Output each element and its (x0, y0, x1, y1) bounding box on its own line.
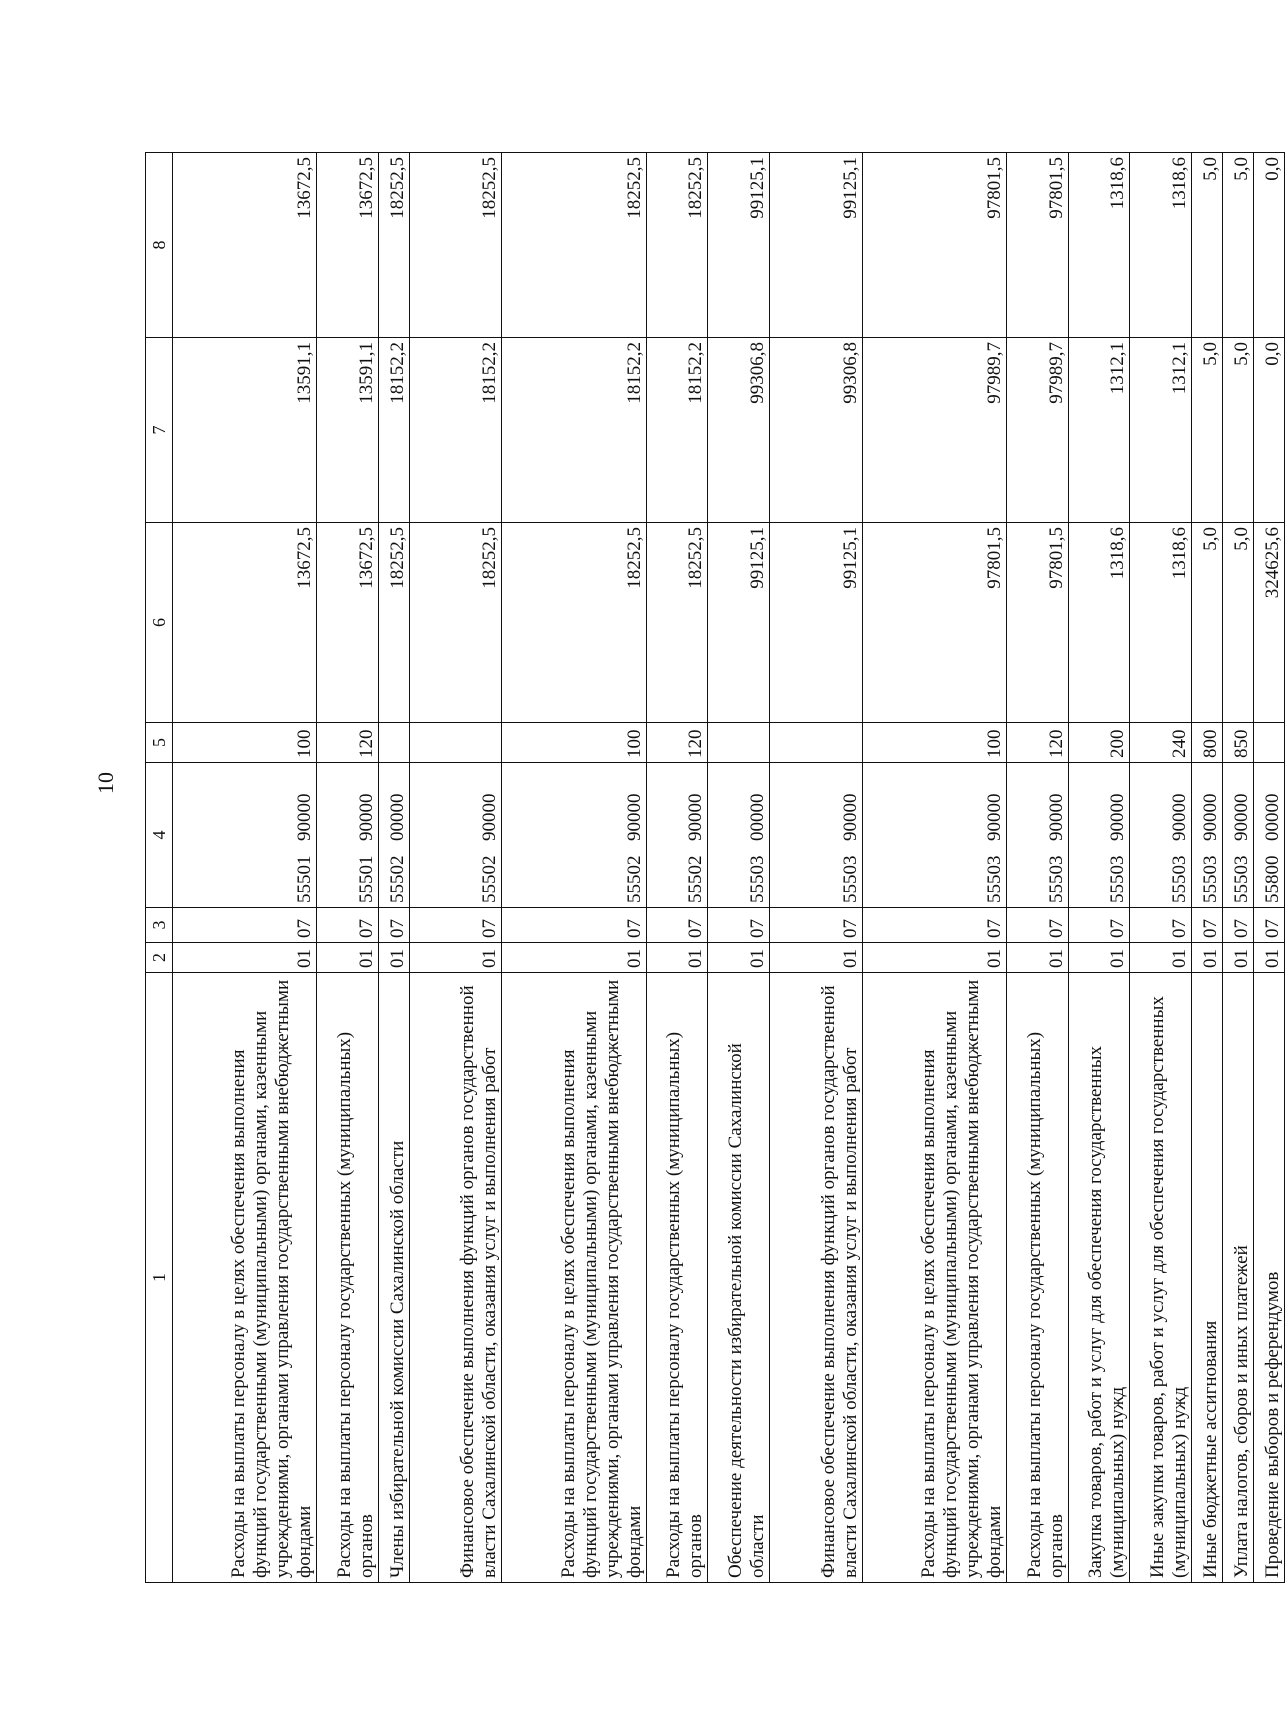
row-amount-col7: 13591,1 (173, 338, 317, 523)
row-amount-col8: 18252,5 (409, 153, 502, 338)
table-row (1253, 153, 1284, 1583)
table-row (1068, 153, 1130, 1583)
row-target-article-cell (1223, 763, 1254, 908)
row-section-cell: 01 (1253, 943, 1284, 973)
row-name-cell: Обеспечение деятельности избирательной комиссии Сахалинской области (708, 973, 770, 1583)
row-name-cell: Расходы на выплаты персоналу в целях обеспечения выполнения функций государственными (муниципальными) органами, казенными учреждениями, органами управления государственными внебюджетными фондами (173, 973, 317, 1583)
row-expense-type-cell: 120 (646, 723, 708, 763)
row-section-cell: 01 (1130, 943, 1192, 973)
row-amount-col6: 18252,5 (378, 523, 409, 723)
target-article-program: 55503 (839, 855, 861, 903)
row-target-article-cell (646, 763, 708, 908)
row-target-article-cell (862, 763, 1006, 908)
row-amount-col8: 5,0 (1192, 153, 1223, 338)
row-section-cell: 01 (708, 943, 770, 973)
target-article-program: 55501 (294, 855, 316, 903)
row-section-cell: 01 (409, 943, 502, 973)
header-col-2: 2 (146, 943, 173, 973)
table-row (770, 153, 863, 1583)
row-amount-col8: 13672,5 (317, 153, 379, 338)
row-target-article-cell (409, 763, 502, 908)
row-target-article-cell (1192, 763, 1223, 908)
row-section-cell: 01 (317, 943, 379, 973)
row-subsection-cell: 07 (862, 908, 1006, 943)
target-article-program: 55503 (1045, 855, 1067, 903)
row-name-cell: Иные закупки товаров, работ и услуг для обеспечения государственных (муниципальных) нужд (1130, 973, 1192, 1583)
header-col-4: 4 (146, 763, 173, 908)
row-amount-col7: 0,0 (1253, 338, 1284, 523)
row-expense-type-cell: 850 (1223, 723, 1254, 763)
table-row (173, 153, 317, 1583)
target-article-direction: 90000 (623, 793, 645, 841)
row-amount-col7: 18152,2 (378, 338, 409, 523)
row-target-article-cell (502, 763, 646, 908)
row-name-cell: Расходы на выплаты персоналу в целях обеспечения выполнения функций государственными (муниципальными) органами, казенными учреждениями, органами управления государственными внебюджетными фондами (502, 973, 646, 1583)
row-subsection-cell: 07 (1223, 908, 1254, 943)
row-subsection-cell: 07 (378, 908, 409, 943)
target-article-direction: 90000 (1045, 793, 1067, 841)
header-col-3: 3 (146, 908, 173, 943)
row-amount-col6: 13672,5 (317, 523, 379, 723)
row-section-cell: 01 (1192, 943, 1223, 973)
row-expense-type-cell (378, 723, 409, 763)
header-col-6: 6 (146, 523, 173, 723)
row-name-cell: Финансовое обеспечение выполнения функций органов государственной власти Сахалинской области, оказания услуг и выполнения работ (770, 973, 863, 1583)
header-col-1: 1 (146, 973, 173, 1583)
target-article-direction: 90000 (1200, 793, 1222, 841)
table-row (1223, 153, 1254, 1583)
row-expense-type-cell: 200 (1068, 723, 1130, 763)
row-target-article-cell (1130, 763, 1192, 908)
row-amount-col7: 97989,7 (1006, 338, 1068, 523)
row-section-cell: 01 (378, 943, 409, 973)
target-article-direction: 90000 (294, 793, 316, 841)
row-expense-type-cell: 120 (317, 723, 379, 763)
row-amount-col6: 99125,1 (708, 523, 770, 723)
row-amount-col8: 99125,1 (770, 153, 863, 338)
row-amount-col8: 13672,5 (173, 153, 317, 338)
row-amount-col7: 99306,8 (708, 338, 770, 523)
table-row (378, 153, 409, 1583)
table-row (409, 153, 502, 1583)
target-article-program: 55800 (1262, 855, 1283, 903)
row-subsection-cell: 07 (1253, 908, 1284, 943)
target-article-direction: 90000 (355, 793, 377, 841)
row-target-article-cell (378, 763, 409, 908)
row-amount-col8: 18252,5 (646, 153, 708, 338)
target-article-program: 55503 (983, 855, 1005, 903)
row-amount-col7: 18152,2 (409, 338, 502, 523)
row-amount-col6: 1318,6 (1130, 523, 1192, 723)
row-amount-col8: 5,0 (1223, 153, 1254, 338)
row-amount-col6: 97801,5 (1006, 523, 1068, 723)
row-subsection-cell: 07 (1006, 908, 1068, 943)
row-expense-type-cell (409, 723, 502, 763)
row-amount-col7: 5,0 (1223, 338, 1254, 523)
row-amount-col8: 1318,6 (1068, 153, 1130, 338)
target-article-program: 55503 (1107, 855, 1129, 903)
row-expense-type-cell: 240 (1130, 723, 1192, 763)
row-section-cell: 01 (1068, 943, 1130, 973)
budget-table (145, 152, 1285, 1583)
row-expense-type-cell: 100 (862, 723, 1006, 763)
target-article-direction: 00000 (1262, 793, 1283, 841)
row-amount-col6: 99125,1 (770, 523, 863, 723)
row-name-cell: Закупка товаров, работ и услуг для обеспечения государственных (муниципальных) нужд (1068, 973, 1130, 1583)
row-target-article-cell (1253, 763, 1284, 908)
row-name-cell: Расходы на выплаты персоналу государственных (муниципальных) органов (1006, 973, 1068, 1583)
target-article-program: 55503 (747, 855, 769, 903)
target-article-program: 55503 (1200, 855, 1222, 903)
row-name-cell: Иные бюджетные ассигнования (1192, 973, 1223, 1583)
row-amount-col6: 18252,5 (646, 523, 708, 723)
row-amount-col7: 99306,8 (770, 338, 863, 523)
target-article-program: 55503 (1230, 855, 1252, 903)
row-name-cell: Расходы на выплаты персоналу государственных (муниципальных) органов (317, 973, 379, 1583)
row-section-cell: 01 (862, 943, 1006, 973)
target-article-direction: 00000 (386, 793, 408, 841)
row-name-cell: Члены избирательной комиссии Сахалинской области (378, 973, 409, 1583)
row-subsection-cell: 07 (1068, 908, 1130, 943)
row-amount-col7: 5,0 (1192, 338, 1223, 523)
row-target-article-cell (770, 763, 863, 908)
row-amount-col7: 1312,1 (1068, 338, 1130, 523)
row-amount-col7: 18152,2 (502, 338, 646, 523)
row-section-cell: 01 (1223, 943, 1254, 973)
row-subsection-cell: 07 (1192, 908, 1223, 943)
row-name-cell: Финансовое обеспечение выполнения функций органов государственной власти Сахалинской области, оказания услуг и выполнения работ (409, 973, 502, 1583)
row-section-cell: 01 (646, 943, 708, 973)
row-amount-col8: 18252,5 (378, 153, 409, 338)
row-amount-col7: 1312,1 (1130, 338, 1192, 523)
row-target-article-cell (1068, 763, 1130, 908)
row-subsection-cell: 07 (770, 908, 863, 943)
row-amount-col8: 99125,1 (708, 153, 770, 338)
header-col-5: 5 (146, 723, 173, 763)
row-expense-type-cell (708, 723, 770, 763)
row-target-article-cell (1006, 763, 1068, 908)
row-name-cell: Расходы на выплаты персоналу государственных (муниципальных) органов (646, 973, 708, 1583)
row-subsection-cell: 07 (708, 908, 770, 943)
target-article-direction: 90000 (685, 793, 707, 841)
table-row (502, 153, 646, 1583)
target-article-direction: 90000 (839, 793, 861, 841)
table-row (1192, 153, 1223, 1583)
budget-table-sheet (145, 153, 1285, 1583)
target-article-direction: 90000 (983, 793, 1005, 841)
row-amount-col7: 13591,1 (317, 338, 379, 523)
row-amount-col7: 97989,7 (862, 338, 1006, 523)
table-row (708, 153, 770, 1583)
table-row (646, 153, 708, 1583)
header-row (146, 153, 173, 1583)
target-article-program: 55502 (685, 855, 707, 903)
row-subsection-cell: 07 (317, 908, 379, 943)
row-amount-col8: 18252,5 (502, 153, 646, 338)
table-row (1006, 153, 1068, 1583)
row-amount-col6: 18252,5 (409, 523, 502, 723)
row-amount-col8: 97801,5 (1006, 153, 1068, 338)
row-name-cell: Проведение выборов и референдумов (1253, 973, 1284, 1583)
target-article-direction: 90000 (479, 793, 501, 841)
row-amount-col6: 18252,5 (502, 523, 646, 723)
table-row (317, 153, 379, 1583)
row-subsection-cell: 07 (646, 908, 708, 943)
target-article-program: 55502 (386, 855, 408, 903)
row-section-cell: 01 (770, 943, 863, 973)
row-amount-col6: 97801,5 (862, 523, 1006, 723)
table-body (173, 153, 1285, 1583)
row-amount-col7: 18152,2 (646, 338, 708, 523)
row-amount-col6: 13672,5 (173, 523, 317, 723)
row-expense-type-cell: 100 (173, 723, 317, 763)
header-col-8: 8 (146, 153, 173, 338)
target-article-direction: 00000 (747, 793, 769, 841)
target-article-direction: 90000 (1230, 793, 1252, 841)
row-name-cell: Расходы на выплаты персоналу в целях обеспечения выполнения функций государственными (муниципальными) органами, казенными учреждениями, органами управления государственными внебюджетными фондами (862, 973, 1006, 1583)
row-amount-col8: 1318,6 (1130, 153, 1192, 338)
table-row (1130, 153, 1192, 1583)
row-expense-type-cell: 120 (1006, 723, 1068, 763)
row-subsection-cell: 07 (409, 908, 502, 943)
row-section-cell: 01 (1006, 943, 1068, 973)
row-target-article-cell (173, 763, 317, 908)
row-target-article-cell (708, 763, 770, 908)
page-number: 10 (93, 772, 118, 794)
target-article-program: 55502 (479, 855, 501, 903)
target-article-program: 55502 (623, 855, 645, 903)
row-subsection-cell: 07 (1130, 908, 1192, 943)
row-amount-col6: 324625,6 (1253, 523, 1284, 723)
header-col-7: 7 (146, 338, 173, 523)
row-target-article-cell (317, 763, 379, 908)
row-amount-col8: 0,0 (1253, 153, 1284, 338)
row-amount-col6: 5,0 (1192, 523, 1223, 723)
target-article-direction: 90000 (1169, 793, 1191, 841)
table-row (862, 153, 1006, 1583)
target-article-program: 55503 (1169, 855, 1191, 903)
row-expense-type-cell (770, 723, 863, 763)
row-subsection-cell: 07 (173, 908, 317, 943)
row-section-cell: 01 (502, 943, 646, 973)
row-section-cell: 01 (173, 943, 317, 973)
target-article-direction: 90000 (1107, 793, 1129, 841)
row-amount-col8: 97801,5 (862, 153, 1006, 338)
row-amount-col6: 5,0 (1223, 523, 1254, 723)
row-expense-type-cell: 800 (1192, 723, 1223, 763)
row-name-cell: Уплата налогов, сборов и иных платежей (1223, 973, 1254, 1583)
target-article-program: 55501 (355, 855, 377, 903)
row-subsection-cell: 07 (502, 908, 646, 943)
row-amount-col6: 1318,6 (1068, 523, 1130, 723)
row-expense-type-cell: 100 (502, 723, 646, 763)
row-expense-type-cell (1253, 723, 1284, 763)
